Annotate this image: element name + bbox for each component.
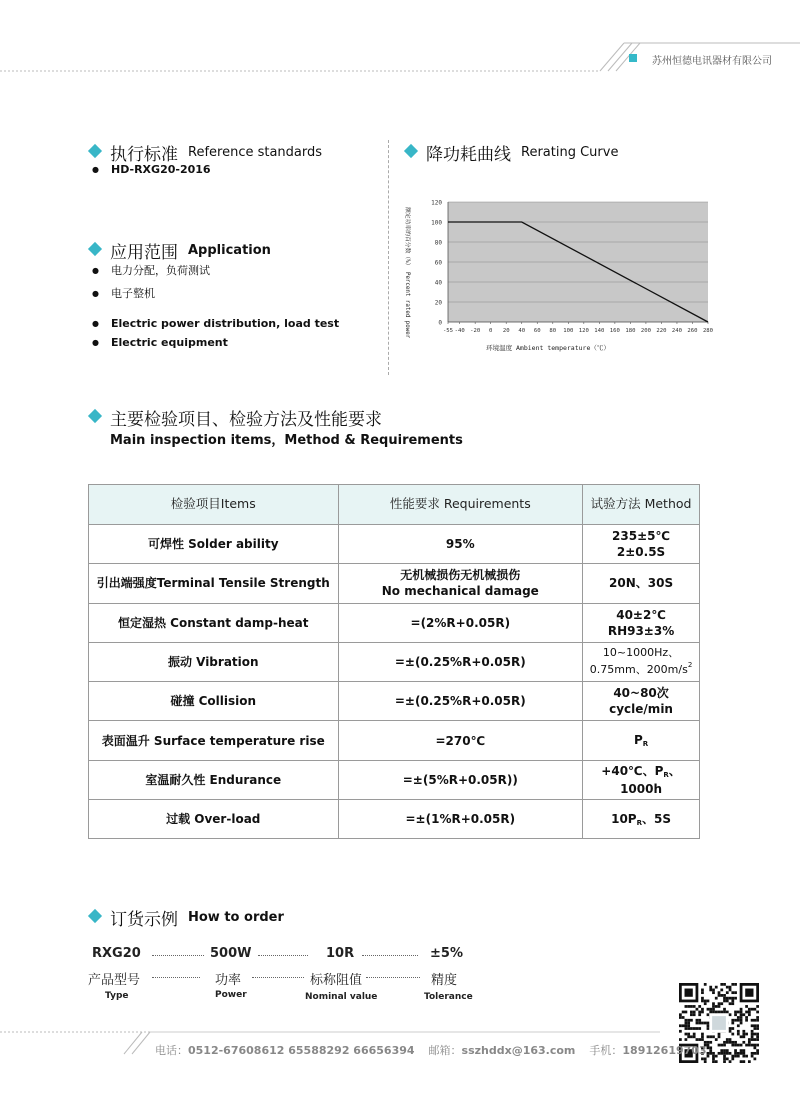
dotted-leader xyxy=(152,977,200,978)
header-requirements: 性能要求 Requirements xyxy=(338,485,583,525)
qr-module xyxy=(718,1005,721,1008)
row-method xyxy=(583,682,700,721)
application-item-zh: ● 电力分配，负荷测试 xyxy=(92,262,210,278)
qr-module xyxy=(745,1011,748,1014)
table-row xyxy=(89,564,700,603)
qr-module xyxy=(756,1016,759,1019)
mobile-label: 手机： xyxy=(589,1044,623,1057)
inspection-title-en: Main inspection items，Method & Requirements xyxy=(110,433,463,448)
method-subscript: R xyxy=(663,771,669,780)
qr-module xyxy=(726,991,729,994)
qr-module xyxy=(707,1000,710,1003)
table-row xyxy=(89,721,700,760)
qr-module xyxy=(718,991,721,994)
x-tick-label: 220 xyxy=(656,328,667,334)
qr-module xyxy=(731,983,734,986)
derating-chart xyxy=(388,190,728,370)
email-value[interactable]: sszhddx@163.com xyxy=(461,1044,576,1057)
qr-module xyxy=(693,1005,696,1008)
row-method xyxy=(583,642,700,681)
y-tick-label: 100 xyxy=(431,219,442,227)
x-tick-label: 160 xyxy=(609,328,620,334)
order-value-type: RXG20 xyxy=(92,946,141,961)
qr-module xyxy=(718,1002,721,1005)
qr-module xyxy=(690,1019,693,1022)
qr-module xyxy=(696,1022,699,1025)
qr-module xyxy=(742,1013,745,1016)
qr-module xyxy=(701,1011,704,1014)
qr-module xyxy=(698,1011,701,1014)
x-tick-label: 40 xyxy=(518,328,526,334)
row-item: 振动 Vibration xyxy=(89,642,339,681)
qr-module xyxy=(726,997,729,1000)
qr-module xyxy=(712,1002,715,1005)
method-line: 0.75mm、200m/s xyxy=(589,663,688,677)
qr-module xyxy=(693,1011,696,1014)
qr-module xyxy=(729,986,732,989)
qr-module xyxy=(723,997,726,1000)
qr-module xyxy=(701,997,704,1000)
order-title-en: How to order xyxy=(188,910,284,925)
qr-module xyxy=(751,1019,754,1022)
row-item: 恒定湿热 Constant damp-heat xyxy=(89,603,339,642)
table-header-row xyxy=(89,485,700,525)
qr-module xyxy=(707,1024,710,1027)
qr-module xyxy=(734,1013,737,1016)
qr-module xyxy=(734,997,737,1000)
method-line: 2±0.5S xyxy=(616,545,666,560)
row-method xyxy=(583,760,700,799)
qr-module xyxy=(745,1005,748,1008)
order-en-tolerance: Tolerance xyxy=(424,992,473,1002)
company-name: 苏州恒德电讯器材有限公司 xyxy=(652,56,772,67)
method-line: 235±5℃ xyxy=(612,528,671,543)
method-tail: 、 xyxy=(668,764,681,779)
top-decoration xyxy=(0,0,800,80)
x-axis-label: 环境温度 Ambient temperature（℃） xyxy=(486,344,610,352)
row-requirement: =±(5%R+0.05R)) xyxy=(338,760,583,799)
qr-module xyxy=(687,1024,690,1027)
qr-module xyxy=(731,1019,734,1022)
x-tick-label: 240 xyxy=(671,328,683,334)
qr-module xyxy=(740,1019,743,1022)
method-superscript: 2 xyxy=(687,661,693,670)
y-tick-label: 20 xyxy=(434,299,442,307)
qr-module xyxy=(687,1022,690,1025)
qr-module xyxy=(740,1011,743,1014)
qr-module xyxy=(698,1005,701,1008)
qr-module xyxy=(745,1016,748,1019)
qr-module xyxy=(715,986,718,989)
qr-module xyxy=(715,1005,718,1008)
row-item: 碰撞 Collision xyxy=(89,682,339,721)
x-tick-label: 180 xyxy=(625,328,636,334)
qr-module xyxy=(707,1013,710,1016)
qr-module xyxy=(756,1011,759,1014)
qr-module xyxy=(720,994,723,997)
qr-module xyxy=(685,1024,688,1027)
row-requirement: =±(0.25%R+0.05R) xyxy=(338,682,583,721)
order-value-tolerance: ±5% xyxy=(430,946,463,961)
order-label-resistance: 标称阻值 xyxy=(310,973,363,988)
qr-module xyxy=(701,1008,704,1011)
qr-module xyxy=(682,1011,685,1014)
qr-module xyxy=(737,1011,740,1014)
application-item-en: ● Electric power distribution, load test xyxy=(92,317,339,330)
qr-module xyxy=(690,1013,693,1016)
qr-module xyxy=(682,1016,685,1019)
qr-module xyxy=(712,989,715,992)
x-tick-label: -20 xyxy=(470,328,481,334)
qr-module xyxy=(723,1011,726,1014)
qr-module xyxy=(704,983,707,986)
method-line: +40℃、P xyxy=(601,764,664,779)
row-item: 过载 Over-load xyxy=(89,800,339,839)
qr-module xyxy=(704,1002,707,1005)
row-requirement: =±(1%R+0.05R) xyxy=(338,800,583,839)
qr-module xyxy=(753,1024,756,1027)
qr-module xyxy=(753,1019,756,1022)
qr-module xyxy=(679,1013,682,1016)
qr-module xyxy=(704,1022,707,1025)
method-tail: 、5S xyxy=(641,811,671,826)
qr-module xyxy=(737,1016,740,1019)
method-line: 10P xyxy=(611,811,637,826)
x-tick-label: 0 xyxy=(488,328,493,334)
qr-module xyxy=(729,997,732,1000)
x-tick-label: 260 xyxy=(687,328,698,334)
order-en-type: Type xyxy=(105,991,129,1001)
qr-module xyxy=(715,997,718,1000)
qr-module xyxy=(729,989,732,992)
method-subscript: R xyxy=(636,818,642,827)
qr-module xyxy=(734,1011,737,1014)
qr-module xyxy=(712,1005,715,1008)
order-label-type: 产品型号 xyxy=(88,973,141,988)
method-line: P xyxy=(633,732,643,747)
y-axis-label: 额定功率的百分数（%） Percent rated power xyxy=(404,207,410,339)
qr-module xyxy=(756,1005,759,1008)
qr-module xyxy=(718,1011,721,1014)
qr-module xyxy=(701,1000,704,1003)
qr-module xyxy=(707,1008,710,1011)
qr-module xyxy=(737,1019,740,1022)
qr-module xyxy=(726,986,729,989)
x-tick-label: 200 xyxy=(640,328,651,334)
row-method xyxy=(583,800,700,839)
qr-module xyxy=(723,983,726,986)
table-row xyxy=(89,642,700,681)
inspection-heading xyxy=(90,405,382,430)
qr-module xyxy=(740,1022,743,1025)
x-tick-label: 80 xyxy=(549,328,557,334)
qr-module xyxy=(748,1011,751,1014)
mobile-value: 18912619703 xyxy=(622,1044,707,1057)
qr-module xyxy=(701,989,704,992)
phone-label: 电话： xyxy=(155,1044,188,1057)
diamond-icon xyxy=(88,408,102,422)
qr-module xyxy=(740,1008,743,1011)
qr-module xyxy=(753,1008,756,1011)
x-tick-label: 20 xyxy=(502,328,510,334)
qr-module xyxy=(720,989,723,992)
dotted-leader xyxy=(366,977,420,978)
qr-module xyxy=(751,1008,754,1011)
qr-module xyxy=(729,1002,732,1005)
application-title-en: Application xyxy=(188,243,271,258)
row-method: 20N、30S xyxy=(583,564,700,603)
y-tick-label: 80 xyxy=(434,239,442,247)
y-tick-label: 0 xyxy=(438,319,442,327)
row-requirement: =270℃ xyxy=(338,721,583,760)
qr-module xyxy=(756,1019,759,1022)
qr-module xyxy=(712,1011,715,1014)
qr-module xyxy=(726,1000,729,1003)
qr-module xyxy=(740,1016,743,1019)
qr-module xyxy=(690,1011,693,1014)
derating-heading xyxy=(406,140,618,165)
y-tick-label: 40 xyxy=(434,279,442,287)
qr-module xyxy=(756,1024,759,1027)
qr-module xyxy=(748,1013,751,1016)
qr-module xyxy=(748,1008,751,1011)
header-items: 检验项目Items xyxy=(89,485,339,525)
row-item: 表面温升 Surface temperature rise xyxy=(89,721,339,760)
qr-module xyxy=(720,983,723,986)
row-method xyxy=(583,525,700,564)
qr-module xyxy=(685,1005,688,1008)
dotted-leader xyxy=(152,955,204,956)
application-title-zh: 应用范围 xyxy=(110,243,178,263)
row-method xyxy=(583,603,700,642)
row-requirement: =±(0.25%R+0.05R) xyxy=(338,642,583,681)
diamond-icon xyxy=(88,143,102,157)
method-line: 40~80次 xyxy=(613,686,669,701)
qr-module xyxy=(679,1024,682,1027)
qr-finder-inner xyxy=(745,989,753,997)
method-line: cycle/min xyxy=(609,702,673,717)
qr-module xyxy=(740,1013,743,1016)
qr-module xyxy=(682,1024,685,1027)
qr-module xyxy=(712,991,715,994)
phone-value: 0512-67608612 65588292 66656394 xyxy=(188,1044,415,1057)
footer-contact xyxy=(155,1042,707,1058)
table-row xyxy=(89,682,700,721)
qr-module xyxy=(751,1024,754,1027)
x-tick-label: 120 xyxy=(578,328,589,334)
method-line: 1000h xyxy=(620,781,663,796)
qr-module xyxy=(723,1000,726,1003)
x-tick-label: -55 xyxy=(442,328,454,334)
method-subscript: R xyxy=(642,739,649,748)
table-row xyxy=(89,760,700,799)
qr-module xyxy=(731,1022,734,1025)
x-tick-label: -40 xyxy=(454,328,465,334)
qr-module xyxy=(729,1013,732,1016)
row-item: 引出端强度Terminal Tensile Strength xyxy=(89,564,339,603)
qr-module xyxy=(693,1013,696,1016)
order-label-tolerance: 精度 xyxy=(431,973,458,988)
y-tick-label: 60 xyxy=(434,259,442,267)
qr-module xyxy=(715,1011,718,1014)
qr-module xyxy=(731,1000,734,1003)
table-row xyxy=(89,603,700,642)
order-title-zh: 订货示例 xyxy=(110,910,178,930)
dotted-leader xyxy=(258,955,308,956)
qr-module xyxy=(707,1022,710,1025)
qr-module xyxy=(734,983,737,986)
qr-module xyxy=(698,1022,701,1025)
reference-item: ● HD-RXG20-2016 xyxy=(92,163,211,176)
reference-title-en: Reference standards xyxy=(188,145,323,160)
x-tick-label: 60 xyxy=(533,328,541,334)
qr-module xyxy=(709,986,712,989)
application-heading xyxy=(90,238,271,263)
qr-module xyxy=(709,989,712,992)
row-requirement: 95% xyxy=(338,525,583,564)
x-tick-label: 140 xyxy=(594,328,605,334)
qr-module xyxy=(690,1005,693,1008)
qr-module xyxy=(731,1002,734,1005)
company-mark-icon xyxy=(629,54,637,62)
qr-module xyxy=(687,1005,690,1008)
qr-module xyxy=(734,991,737,994)
qr-module xyxy=(701,1022,704,1025)
qr-module xyxy=(696,1019,699,1022)
qr-module xyxy=(718,994,721,997)
qr-module xyxy=(731,991,734,994)
qr-module xyxy=(698,1013,701,1016)
qr-module xyxy=(698,1019,701,1022)
header-method: 试验方法 Method xyxy=(583,485,700,525)
dotted-leader xyxy=(362,955,418,956)
email-label: 邮箱： xyxy=(428,1044,462,1057)
x-tick-label: 280 xyxy=(702,328,714,334)
row-requirement: =(2%R+0.05R) xyxy=(338,603,583,642)
reference-heading xyxy=(90,140,322,165)
qr-module xyxy=(723,994,726,997)
qr-module xyxy=(723,1008,726,1011)
application-item-zh: ● 电子整机 xyxy=(92,285,155,301)
qr-module xyxy=(720,1011,723,1014)
order-value-power: 500W xyxy=(210,946,252,961)
diamond-icon xyxy=(88,241,102,255)
qr-module xyxy=(701,991,704,994)
qr-module xyxy=(685,1019,688,1022)
row-requirement xyxy=(338,564,583,603)
method-line: 10~1000Hz、 xyxy=(602,646,680,660)
diamond-icon xyxy=(404,143,418,157)
requirement-line: 无机械损伤无机械损伤 xyxy=(400,568,521,583)
diamond-icon xyxy=(88,908,102,922)
row-method xyxy=(583,721,700,760)
qr-module xyxy=(731,997,734,1000)
qr-logo xyxy=(712,1016,726,1030)
order-label-power: 功率 xyxy=(215,973,242,988)
qr-module xyxy=(734,1019,737,1022)
qr-finder-inner xyxy=(685,989,693,997)
table-row xyxy=(89,525,700,564)
reference-title-zh: 执行标准 xyxy=(110,145,178,165)
table-row xyxy=(89,800,700,839)
row-item: 室温耐久性 Endurance xyxy=(89,760,339,799)
order-value-resistance: 10R xyxy=(326,946,355,961)
derating-title-zh: 降功耗曲线 xyxy=(426,145,511,165)
qr-module xyxy=(745,1019,748,1022)
qr-module xyxy=(726,1011,729,1014)
inspection-title-zh: 主要检验项目、检验方法及性能要求 xyxy=(110,410,382,430)
qr-module xyxy=(720,1002,723,1005)
derating-title-en: Rerating Curve xyxy=(521,145,619,160)
y-tick-label: 120 xyxy=(431,199,442,207)
qr-module xyxy=(685,1011,688,1014)
dotted-leader xyxy=(252,977,304,978)
qr-module xyxy=(679,1016,682,1019)
inspection-table xyxy=(88,484,700,839)
qr-module xyxy=(737,1024,740,1027)
method-line: RH93±3% xyxy=(607,623,675,638)
qr-module xyxy=(687,1019,690,1022)
qr-module xyxy=(712,1008,715,1011)
qr-module xyxy=(704,1000,707,1003)
qr-module xyxy=(709,1011,712,1014)
order-en-power: Power xyxy=(215,990,247,1000)
qr-module xyxy=(696,1008,699,1011)
qr-module xyxy=(685,1022,688,1025)
qr-module xyxy=(709,1008,712,1011)
order-en-nominal: Nominal value xyxy=(305,992,378,1002)
order-heading xyxy=(90,905,284,930)
application-item-en: ● Electric equipment xyxy=(92,336,228,349)
method-line: 40±2℃ xyxy=(616,607,666,622)
row-item: 可焊性 Solder ability xyxy=(89,525,339,564)
requirement-line: No mechanical damage xyxy=(381,584,539,599)
x-tick-label: 100 xyxy=(563,328,574,334)
